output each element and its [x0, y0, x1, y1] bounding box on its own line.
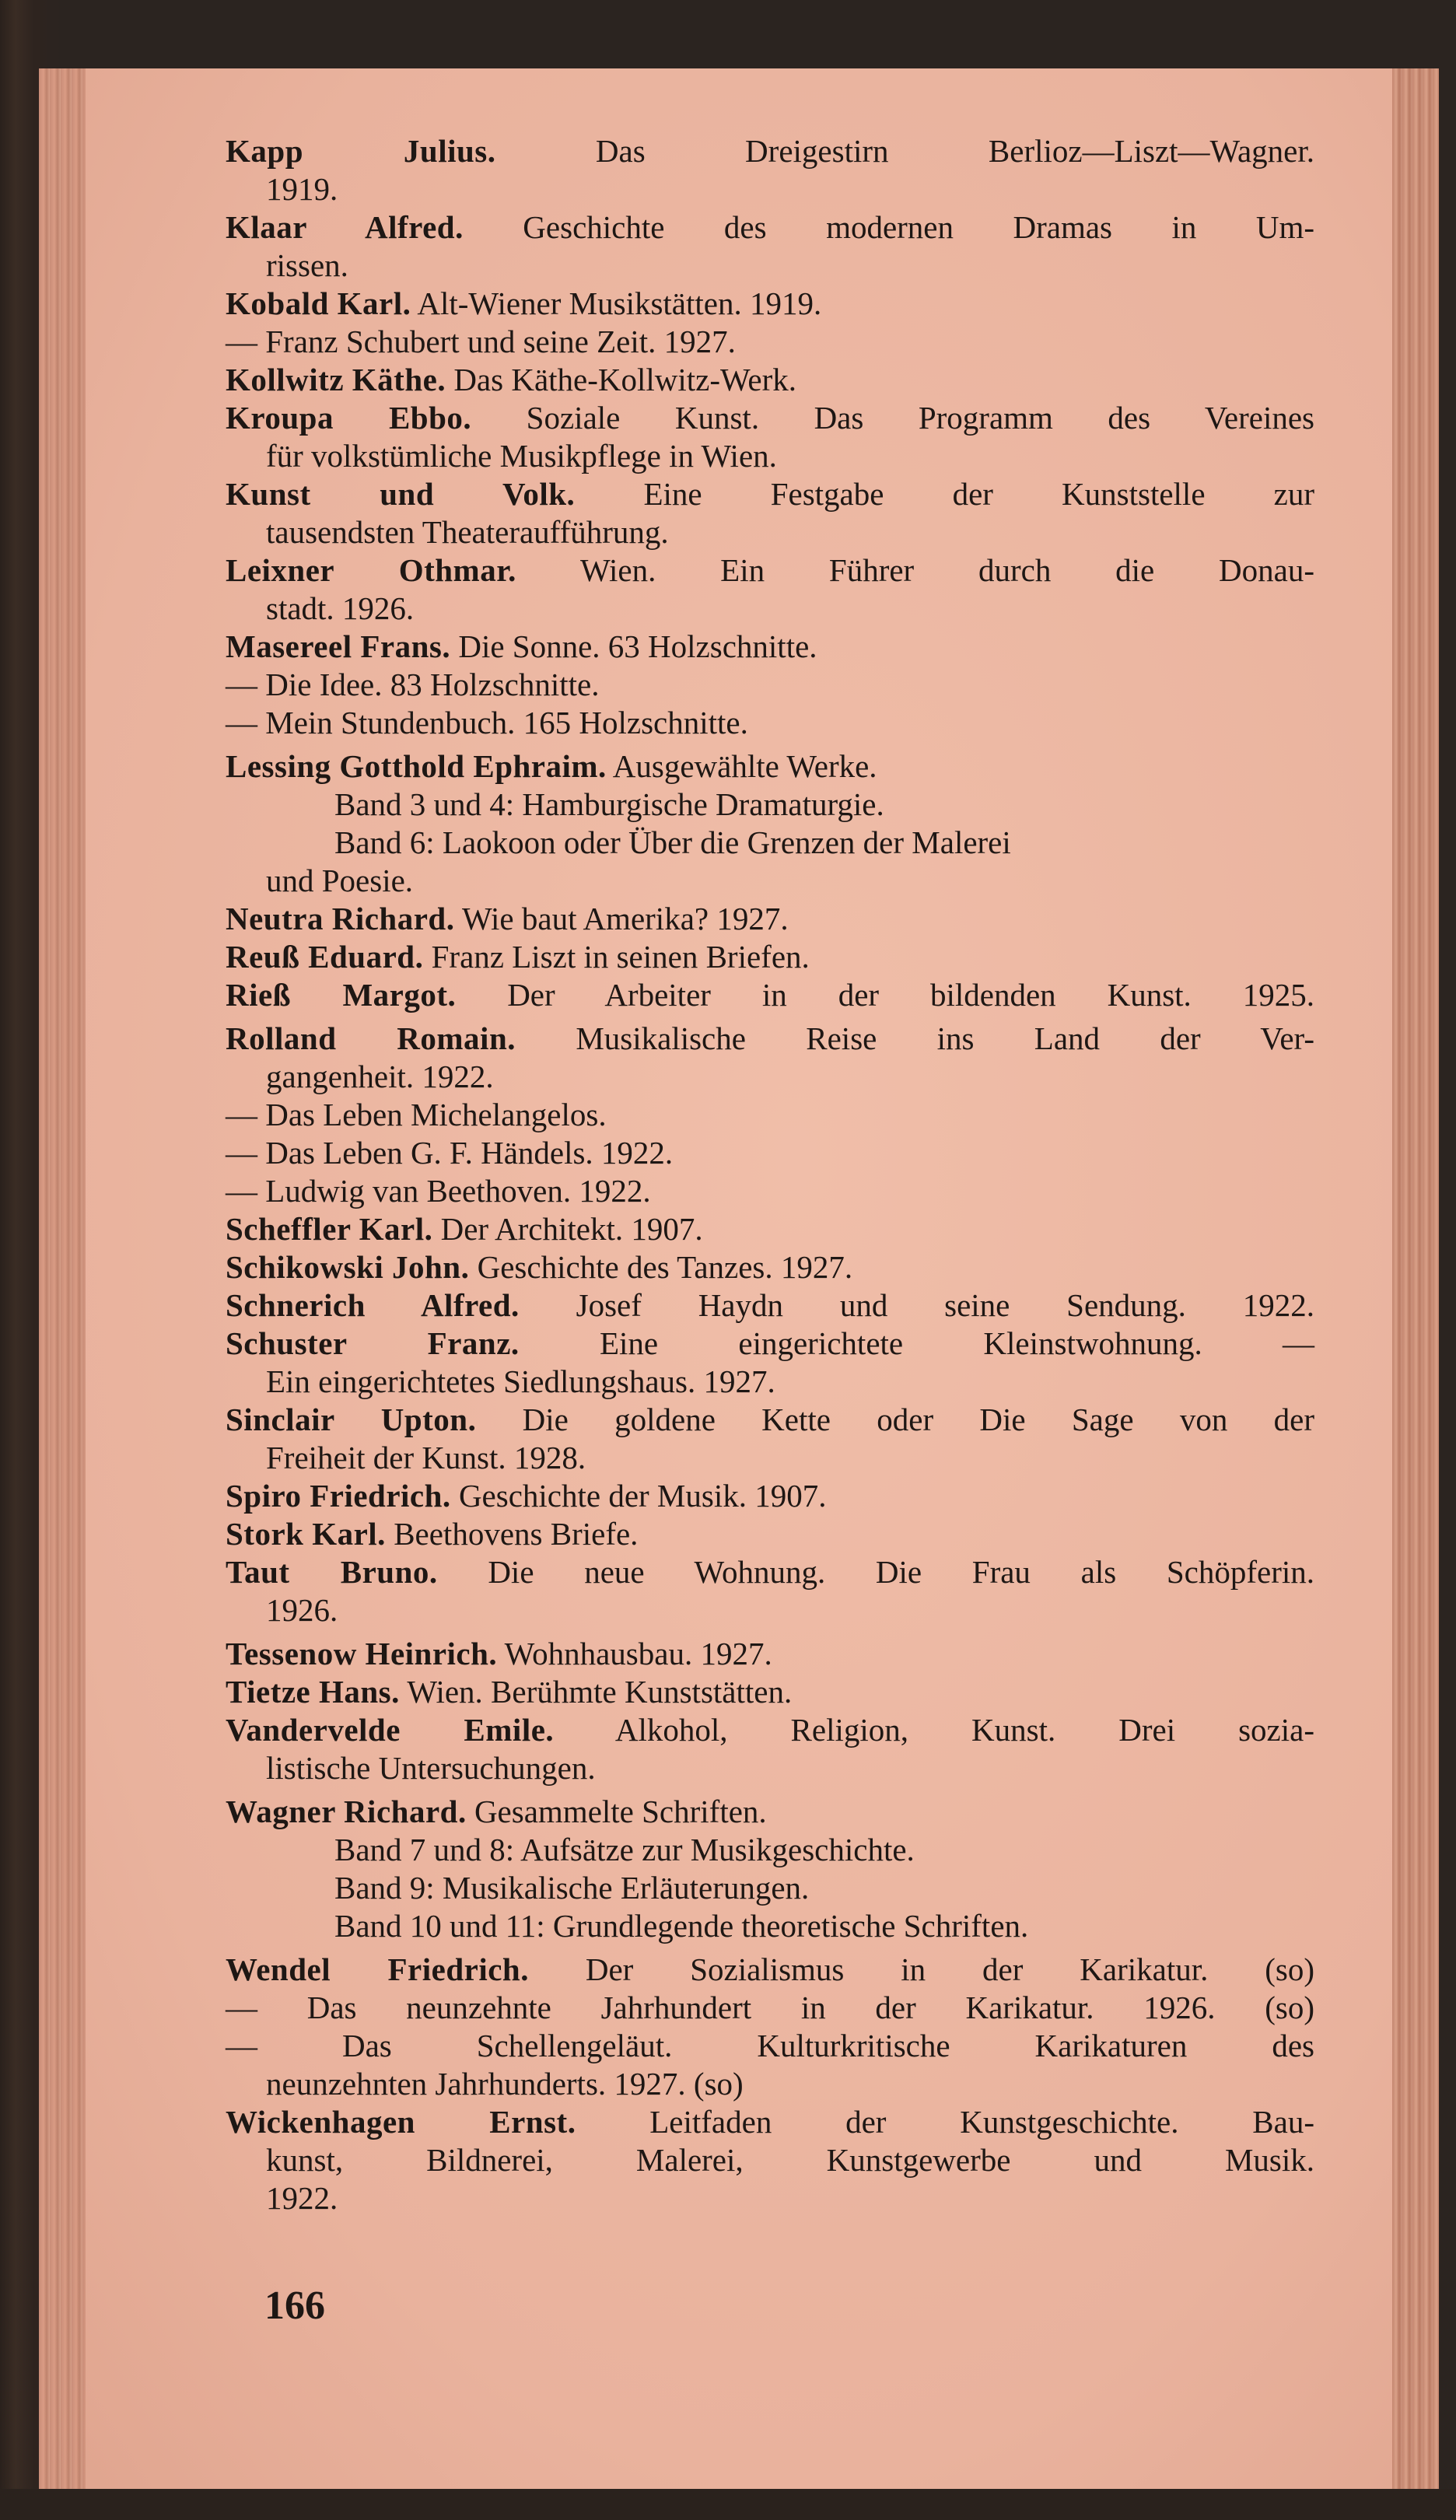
entry-line — [226, 824, 1314, 862]
bibliography-entry — [226, 1553, 1314, 1629]
author-name: Stork Karl. — [226, 1516, 386, 1552]
entry-text: Eine Festgabe der Kunststelle zur — [575, 476, 1314, 512]
entry-line — [226, 1477, 1314, 1515]
entry-text: Soziale Kunst. Das Programm des Vereines — [471, 400, 1315, 436]
bibliography-entry — [226, 704, 1314, 742]
entry-text: Das Dreigestirn Berlioz—Liszt—Wagner. — [495, 133, 1315, 169]
bibliography-entry — [226, 551, 1314, 628]
entry-line — [226, 170, 1314, 208]
entry-line — [226, 1515, 1314, 1553]
bibliography-entry — [226, 628, 1314, 666]
entry-line — [226, 132, 1314, 170]
bibliography-entry — [226, 938, 1314, 976]
author-name: Schuster Franz. — [226, 1325, 520, 1361]
entry-line — [226, 590, 1314, 628]
bibliography-entry — [226, 361, 1314, 399]
author-name: Leixner Othmar. — [226, 552, 516, 588]
entry-text: Das Käthe-Kollwitz-Werk. — [446, 362, 797, 397]
entry-line — [226, 1210, 1314, 1248]
page-number: 166 — [264, 2284, 325, 2328]
entry-text: Die Sonne. 63 Holzschnitte. — [450, 628, 817, 664]
author-name: Wickenhagen Ernst. — [226, 2104, 576, 2140]
entry-text: Die neue Wohnung. Die Frau als Schöpferin. — [437, 1554, 1314, 1590]
bibliography-entry — [226, 323, 1314, 361]
entry-line — [226, 1325, 1314, 1363]
entry-line — [226, 1401, 1314, 1439]
entry-text: Alkohol, Religion, Kunst. Drei sozia- — [554, 1712, 1314, 1748]
entry-line — [226, 666, 1314, 704]
entry-text: — Die Idee. 83 Holzschnitte. — [226, 667, 600, 702]
entry-line — [226, 2179, 1314, 2217]
entry-line — [226, 1553, 1314, 1591]
bibliography-entry — [226, 285, 1314, 323]
entry-line — [226, 1711, 1314, 1749]
author-name: Reuß Eduard. — [226, 939, 424, 975]
author-name: Sinclair Upton. — [226, 1402, 477, 1437]
author-name: Lessing Gotthold Ephraim. — [226, 748, 607, 784]
entry-line — [226, 2065, 1314, 2103]
entry-line — [226, 1635, 1314, 1673]
entry-line — [226, 862, 1314, 900]
bibliography-entry — [226, 976, 1314, 1014]
bibliography-entry — [226, 1793, 1314, 1945]
entry-line — [226, 628, 1314, 666]
author-name: Kroupa Ebbo. — [226, 400, 472, 436]
entry-text: — Franz Schubert und seine Zeit. 1927. — [226, 324, 736, 359]
author-name: Klaar Alfred. — [226, 209, 464, 245]
scan-bottom-margin — [0, 2489, 1456, 2520]
entry-line — [226, 1439, 1314, 1477]
entry-line — [226, 399, 1314, 437]
entry-text: Geschichte des modernen Dramas in Um- — [463, 209, 1315, 245]
bibliography-list — [226, 132, 1314, 2217]
entry-line — [226, 513, 1314, 551]
author-name: Tessenow Heinrich. — [226, 1636, 498, 1671]
bibliography-entry — [226, 1172, 1314, 1210]
entry-line — [226, 437, 1314, 475]
bibliography-entry — [226, 1210, 1314, 1248]
author-name: Rolland Romain. — [226, 1020, 516, 1056]
entry-text: — Mein Stundenbuch. 165 Holzschnitte. — [226, 705, 748, 740]
entry-text: tausendsten Theateraufführung. — [266, 514, 669, 550]
entry-line — [226, 2103, 1314, 2141]
entry-line — [226, 475, 1314, 513]
entry-line — [226, 938, 1314, 976]
entry-text: Eine eingerichtete Kleinstwohnung. — — [519, 1325, 1314, 1361]
entry-line — [226, 361, 1314, 399]
bibliography-entry — [226, 1635, 1314, 1673]
entry-text: Beethovens Briefe. — [385, 1516, 639, 1552]
bibliography-entry — [226, 1401, 1314, 1477]
author-name: Schnerich Alfred. — [226, 1287, 520, 1323]
entry-line — [226, 1591, 1314, 1629]
entry-text: Geschichte des Tanzes. 1927. — [469, 1249, 853, 1285]
entry-text: kunst, Bildnerei, Malerei, Kunstgewerbe und Musik. — [266, 2142, 1314, 2178]
author-name: Wagner Richard. — [226, 1794, 467, 1829]
author-name: Schikowski John. — [226, 1249, 470, 1285]
entry-line — [226, 1749, 1314, 1787]
bibliography-entry — [226, 208, 1314, 285]
entry-text: stadt. 1926. — [266, 590, 415, 626]
entry-text: Franz Liszt in seinen Briefen. — [423, 939, 810, 975]
author-name: Taut Bruno. — [226, 1554, 438, 1590]
author-name: Tietze Hans. — [226, 1674, 400, 1710]
bibliography-entry — [226, 475, 1314, 551]
entry-line — [226, 1869, 1314, 1907]
entry-line — [226, 285, 1314, 323]
bibliography-entry — [226, 132, 1314, 208]
entry-line — [226, 2027, 1314, 2065]
bibliography-entry — [226, 2027, 1314, 2103]
entry-text: Gesammelte Schriften. — [466, 1794, 767, 1829]
entry-line — [226, 1907, 1314, 1945]
entry-line — [226, 747, 1314, 786]
bibliography-entry — [226, 1134, 1314, 1172]
entry-text: Band 7 und 8: Aufsätze zur Musikgeschichte. — [334, 1832, 915, 1867]
entry-text: Die goldene Kette oder Die Sage von der — [476, 1402, 1314, 1437]
entry-text: Geschichte der Musik. 1907. — [450, 1478, 827, 1514]
author-name: Spiro Friedrich. — [226, 1478, 451, 1514]
entry-text: Band 3 und 4: Hamburgische Dramaturgie. — [334, 786, 884, 822]
entry-text: Ein eingerichtetes Siedlungshaus. 1927. — [266, 1363, 775, 1399]
author-name: Kollwitz Käthe. — [226, 362, 446, 397]
entry-line — [226, 1989, 1314, 2027]
bibliography-entry — [226, 1673, 1314, 1711]
entry-line — [226, 323, 1314, 361]
entry-text: Wohnhausbau. 1927. — [497, 1636, 772, 1671]
entry-text: — Ludwig van Beethoven. 1922. — [226, 1173, 651, 1209]
entry-line — [226, 900, 1314, 938]
page-stack-left-edge — [39, 68, 86, 2491]
entry-text: — Das Leben Michelangelos. — [226, 1097, 607, 1132]
bibliography-entry — [226, 399, 1314, 475]
author-name: Wendel Friedrich. — [226, 1951, 529, 1987]
author-name: Vandervelde Emile. — [226, 1712, 555, 1748]
bibliography-entry — [226, 1096, 1314, 1134]
entry-text: rissen. — [266, 247, 348, 283]
entry-text: Josef Haydn und seine Sendung. 1922. — [519, 1287, 1314, 1323]
entry-line — [226, 1286, 1314, 1325]
entry-text: Wie baut Amerika? 1927. — [454, 901, 789, 936]
entry-text: — Das neunzehnte Jahrhundert in der Karikatur. 1926. (so) — [226, 1990, 1314, 2025]
entry-line — [226, 551, 1314, 590]
entry-text: 1919. — [266, 171, 338, 207]
author-name: Rieß Margot. — [226, 977, 457, 1013]
entry-line — [226, 208, 1314, 247]
entry-text: gangenheit. 1922. — [266, 1059, 494, 1094]
entry-line — [226, 2141, 1314, 2179]
entry-line — [226, 704, 1314, 742]
entry-text: Leitfaden der Kunstgeschichte. Bau- — [576, 2104, 1314, 2140]
bibliography-entry — [226, 2103, 1314, 2217]
bibliography-entry — [226, 1515, 1314, 1553]
entry-text: Der Sozialismus in der Karikatur. (so) — [528, 1951, 1314, 1987]
entry-line — [226, 1172, 1314, 1210]
bibliography-entry — [226, 1325, 1314, 1401]
entry-text: 1922. — [266, 2180, 338, 2216]
entry-text: Band 9: Musikalische Erläuterungen. — [334, 1870, 810, 1906]
bibliography-entry — [226, 900, 1314, 938]
bibliography-entry — [226, 1711, 1314, 1787]
entry-text: für volkstümliche Musikpflege in Wien. — [266, 438, 777, 474]
bibliography-entry — [226, 1477, 1314, 1515]
entry-text: Der Architekt. 1907. — [432, 1211, 703, 1247]
entry-text: listische Untersuchungen. — [266, 1750, 596, 1786]
entry-line — [226, 1363, 1314, 1401]
entry-line — [226, 786, 1314, 824]
entry-text: — Das Leben G. F. Händels. 1922. — [226, 1135, 674, 1171]
entry-text: Band 6: Laokoon oder Über die Grenzen der Malerei — [334, 824, 1011, 860]
entry-line — [226, 1248, 1314, 1286]
entry-text: Band 10 und 11: Grundlegende theoretische Schriften. — [334, 1908, 1029, 1944]
entry-text: Der Arbeiter in der bildenden Kunst. 1925. — [456, 977, 1314, 1013]
author-name: Masereel Frans. — [226, 628, 451, 664]
entry-text: neunzehnten Jahrhunderts. 1927. (so) — [266, 2066, 744, 2102]
entry-line — [226, 1058, 1314, 1096]
entry-line — [226, 1020, 1314, 1058]
page-stack-right-edge — [1392, 68, 1439, 2491]
entry-text: Wien. Berühmte Kunststätten. — [399, 1674, 793, 1710]
entry-line — [226, 976, 1314, 1014]
entry-text: Ausgewählte Werke. — [606, 748, 877, 784]
bibliography-entry — [226, 1989, 1314, 2027]
entry-text: Freiheit der Kunst. 1928. — [266, 1440, 586, 1475]
author-name: Kapp Julius. — [226, 133, 496, 169]
entry-line — [226, 1951, 1314, 1989]
bibliography-entry — [226, 666, 1314, 704]
bibliography-entry — [226, 747, 1314, 900]
bibliography-entry — [226, 1951, 1314, 1989]
bibliography-entry — [226, 1286, 1314, 1325]
author-name: Neutra Richard. — [226, 901, 455, 936]
entry-text: Wien. Ein Führer durch die Donau- — [516, 552, 1315, 588]
entry-line — [226, 247, 1314, 285]
entry-text: Musikalische Reise ins Land der Ver- — [516, 1020, 1315, 1056]
entry-text: und Poesie. — [266, 863, 414, 898]
entry-line — [226, 1831, 1314, 1869]
bibliography-entry — [226, 1248, 1314, 1286]
author-name: Kobald Karl. — [226, 285, 411, 321]
entry-line — [226, 1134, 1314, 1172]
entry-line — [226, 1096, 1314, 1134]
author-name: Kunst und Volk. — [226, 476, 576, 512]
entry-text: — Das Schellengeläut. Kulturkritische Karikaturen des — [226, 2028, 1314, 2063]
entry-text: Alt-Wiener Musikstätten. 1919. — [411, 285, 822, 321]
author-name: Scheffler Karl. — [226, 1211, 433, 1247]
bibliography-entry — [226, 1020, 1314, 1096]
entry-line — [226, 1793, 1314, 1831]
entry-text: 1926. — [266, 1592, 338, 1628]
entry-line — [226, 1673, 1314, 1711]
